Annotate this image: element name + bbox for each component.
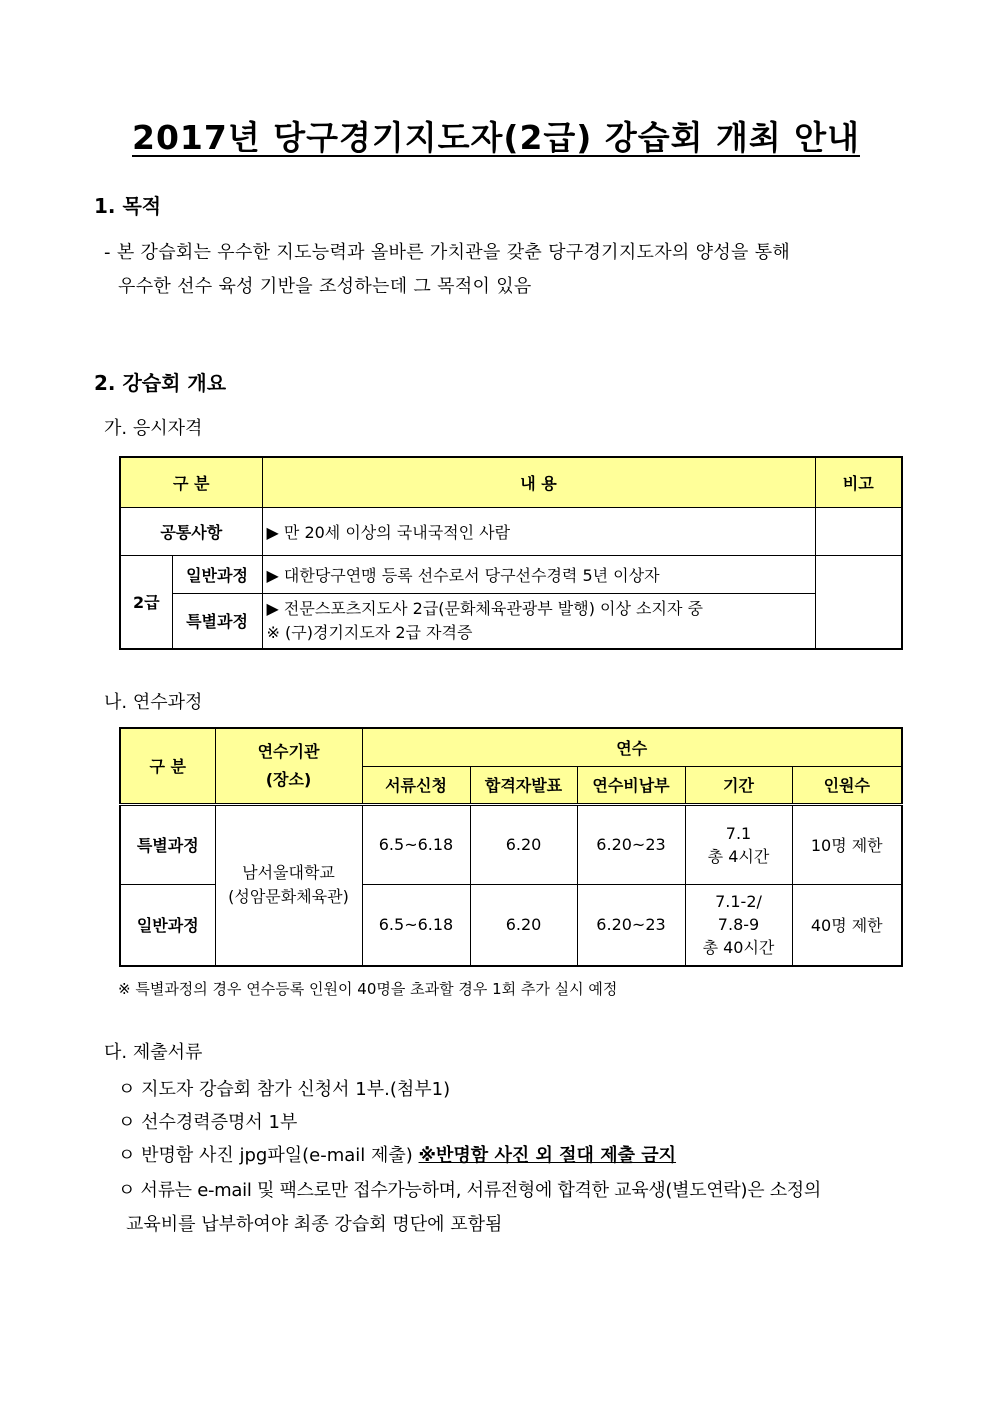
training-header-payment: 연수비납부 [577,766,685,804]
training-row-period-line-2: 7.8-9 [717,915,760,935]
eligibility-grade-label: 2급 [120,555,172,649]
training-row-period [685,804,792,884]
training-row-period-line-3: 총 40시간 [702,938,775,958]
training-header-apply: 서류신청 [362,766,470,804]
eligibility-header-remarks: 비고 [815,457,902,507]
eligibility-special-label: 특별과정 [172,593,262,649]
training-header-announce: 합격자발표 [470,766,577,804]
training-subheading: 나. 연수과정 [104,692,203,713]
training-row-payment: 6.20~23 [577,884,685,966]
eligibility-special-line-1: ▶ 전문스포츠지도사 2급(문화체육관광부 발행) 이상 소지자 중 [266,598,703,618]
eligibility-common-content: ▶ 만 20세 이상의 국내국적인 사람 [262,507,815,555]
document-item-2: ㅇ 선수경력증명서 1부 [118,1112,298,1133]
training-table [119,727,903,967]
document-item-3-warning: ※반명함 사진 외 절대 제출 금지 [418,1145,677,1166]
document-item-4-line-2: 교육비를 납부하여야 최종 강습회 명단에 포함됨 [126,1214,503,1235]
eligibility-special-line-2: ※ (구)경기지도자 2급 자격증 [266,622,473,642]
purpose-line-1: - 본 강습회는 우수한 지도능력과 올바른 가치관을 갖춘 당구경기지도자의 양성을 통해 [104,242,791,263]
training-header-institution [215,728,362,804]
training-header-training: 연수 [362,728,902,766]
training-row-apply: 6.5~6.18 [362,884,470,966]
training-header-institution-line-1: 연수기관 [257,741,320,761]
eligibility-common-label: 공통사항 [120,507,262,555]
section-overview-heading: 2. 강습회 개요 [94,371,227,395]
training-row-apply: 6.5~6.18 [362,804,470,884]
training-institution-line-1: 남서울대학교 [242,863,335,883]
eligibility-header-category: 구 분 [120,457,262,507]
document-item-3 [118,1141,676,1167]
training-row-special [120,804,902,884]
page-title [0,112,992,159]
eligibility-subheading: 가. 응시자격 [104,418,203,439]
eligibility-general-label: 일반과정 [172,555,262,593]
page-title-text: 2017년 당구경기지도자(2급) 강습회 개최 안내 [132,118,860,157]
training-header-capacity: 인원수 [792,766,902,804]
training-note: ※ 특별과정의 경우 연수등록 인원이 40명을 초과할 경우 1회 추가 실시 예정 [118,980,618,998]
training-row-period-line-1: 7.1 [725,823,752,843]
document-item-3-text: ㅇ 반명함 사진 jpg파일(e-mail 제출) [118,1145,419,1166]
section-purpose-heading: 1. 목적 [94,194,162,218]
eligibility-common-remarks [815,507,902,555]
document-item-4-line-1: ㅇ 서류는 e-mail 및 팩스로만 접수가능하며, 서류전형에 합격한 교육생(별도연락)은 소정의 [118,1180,821,1201]
eligibility-table [119,456,903,650]
eligibility-grade-remarks [815,555,902,649]
training-row-period-line-1: 7.1-2/ [715,892,762,912]
training-row-name: 일반과정 [120,884,215,966]
training-row-announce: 6.20 [470,884,577,966]
training-row-name: 특별과정 [120,804,215,884]
training-header-category: 구 분 [120,728,215,804]
eligibility-header-content: 내 용 [262,457,815,507]
training-row-announce: 6.20 [470,804,577,884]
training-institution-line-2: (성암문화체육관) [228,887,349,907]
eligibility-special-content [262,593,815,649]
training-row-capacity: 40명 제한 [792,884,902,966]
training-institution [215,804,362,966]
training-row-capacity: 10명 제한 [792,804,902,884]
eligibility-general-content: ▶ 대한당구연맹 등록 선수로서 당구선수경력 5년 이상자 [262,555,815,593]
documents-subheading: 다. 제출서류 [104,1042,203,1063]
purpose-line-2: 우수한 선수 육성 기반을 조성하는데 그 목적이 있음 [118,276,532,297]
training-header-period: 기간 [685,766,792,804]
training-row-period-line-2: 총 4시간 [707,846,770,866]
document-item-1: ㅇ 지도자 강습회 참가 신청서 1부.(첨부1) [118,1079,451,1100]
training-row-period [685,884,792,966]
training-row-payment: 6.20~23 [577,804,685,884]
training-header-institution-line-2: (장소) [265,769,312,789]
